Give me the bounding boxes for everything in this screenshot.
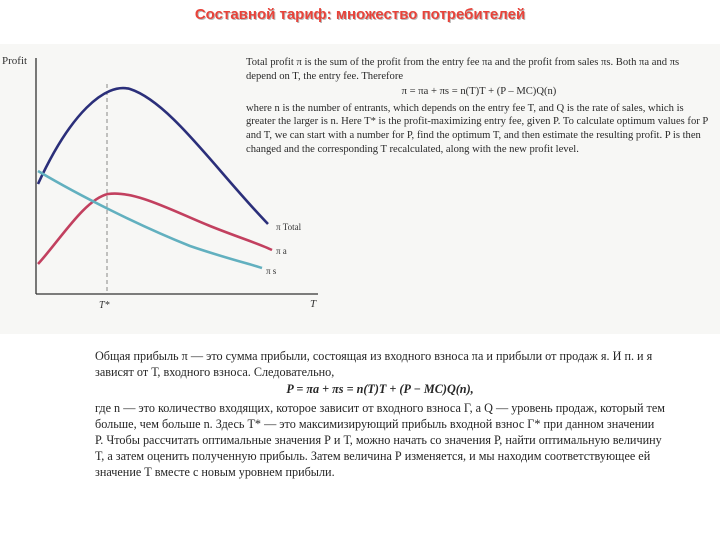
- series-label-total: π Total: [276, 222, 302, 232]
- profit-entry-fee-curve: [38, 194, 272, 264]
- series-label-a: π a: [276, 246, 287, 256]
- note-paragraph-1: Total profit π is the sum of the profit from the entry fee πa and the profit from sales πs. Both πa and πs depend on T, the entry fee. Therefore: [246, 57, 680, 82]
- profit-figure: [0, 44, 720, 334]
- ru-equation: P = πa + πs = n(T)T + (P − MC)Q(n),: [286, 382, 474, 397]
- tstar-label: T*: [99, 300, 110, 311]
- ru-paragraph-2: где n — это количество входящих, которое зависит от входного взноса Г, а Q — уровень продаж, который тем больше, чем больше n. Здесь Т* — это максимизирующий прибыль входной взнос Г* при данном значении Р. Чтобы рассчитать оптимальные значения Р и Т, можно начать со значения Р, найти оптимальную величину Т, а затем оценить полученную прибыль. Затем величина Р изменяется, и мы находим соответствующее ей значение Т вместе с новым уровнем прибыли.: [95, 400, 665, 480]
- note-paragraph-2: where n is the number of entrants, which depends on the entry fee T, and Q is the rate of sales, which is greater the larger is n. Here T* is the profit-maximizing entry fee, given P. To calculate optimum values for P and T, we can start with a number for P, find the optimum T, and then estimate the resulting profit. P is then changed and the corresponding T recalculated, along with the new profit level.: [246, 102, 708, 155]
- ru-paragraph-1: Общая прибыль π — это сумма прибыли, состоящая из входного взноса πa и прибыли от продаж я. И п. и я зависят от Т, входного взноса. Следовательно,: [95, 349, 653, 380]
- slide-title: Составной тариф: множество потребителей: [194, 6, 526, 23]
- y-axis-label: Profit: [2, 55, 28, 67]
- series-label-s: π s: [266, 266, 277, 276]
- note-equation: π = πa + πs = n(T)T + (P – MC)Q(n): [401, 86, 557, 98]
- english-note: [246, 56, 712, 156]
- x-axis-label: T: [310, 298, 317, 310]
- russian-text: [95, 348, 665, 481]
- profit-total-curve: [38, 88, 268, 224]
- profit-sales-curve: [38, 171, 262, 268]
